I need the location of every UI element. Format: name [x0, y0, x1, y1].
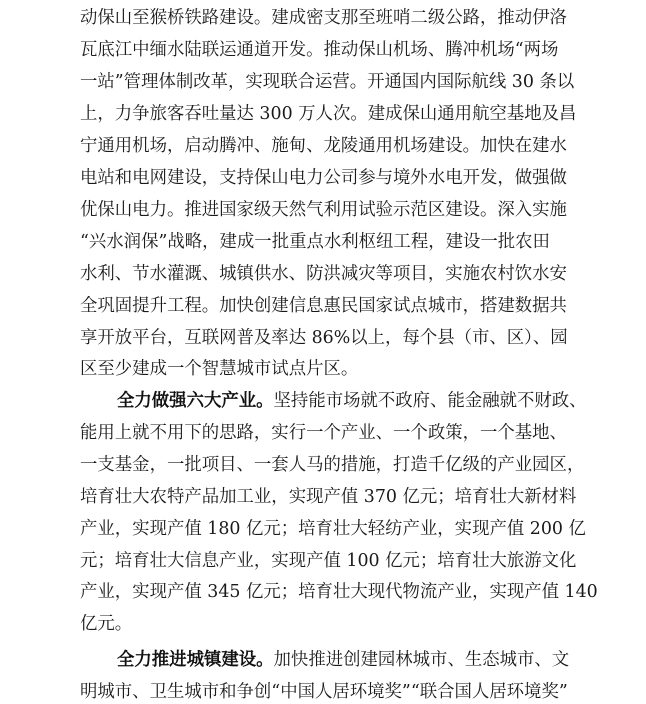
text-line: 上，力争旅客吞吐量达 300 万人次。建成保山通用航空基地及昌: [80, 104, 577, 124]
paragraph-text: 加快推进创建园林城市、生态城市、文: [273, 650, 570, 670]
text-line: 产业，实现产值 180 亿元；培育壮大轻纺产业，实现产值 200 亿: [80, 519, 586, 539]
text-line: 全巩固提升工程。加快创建信息惠民国家试点城市，搭建数据共: [80, 296, 567, 316]
text-line: 水利、节水灌溉、城镇供水、防洪减灾等项目，实施农村饮水安: [80, 264, 567, 284]
text-line: 产业，实现产值 345 亿元；培育壮大现代物流产业，实现产值 140: [80, 582, 598, 602]
text-line: 电站和电网建设，支持保山电力公司参与境外水电开发，做强做: [80, 168, 567, 188]
paragraph-text: 坚持能市场就不政府、能金融就不财政、: [273, 391, 587, 411]
text-line: 亿元。: [80, 614, 133, 634]
text-line: 一站”管理体制改革，实现联合运营。开通国内国际航线 30 条以: [80, 72, 575, 92]
text-line: 区至少建成一个智慧城市试点片区。: [80, 359, 359, 379]
paragraph-heading: 全力推进城镇建设。: [117, 650, 274, 670]
text-line: 瓦底江中缅水陆联运通道开发。推动保山机场、腾冲机场“两场: [80, 40, 559, 60]
text-line: 享开放平台，互联网普及率达 86%以上，每个县（市、区）、园: [80, 328, 568, 348]
text-line: 优保山电力。推进国家级天然气利用试验示范区建设。深入实施: [80, 200, 567, 220]
text-line: 培育壮大农特产品加工业，实现产值 370 亿元；培育壮大新材料: [80, 487, 577, 507]
text-line: “兴水润保”战略，建成一批重点水利枢纽工程，建设一批农田: [80, 232, 550, 252]
text-line: 元；培育壮大信息产业，实现产值 100 亿元；培育壮大旅游文化: [80, 551, 577, 571]
text-line: 明城市、卫生城市和争创“中国人居环境奖”“联合国人居环境奖”: [80, 682, 568, 702]
paragraph-first-line: [117, 389, 587, 413]
text-line: 能用上就不用下的思路，实行一个产业、一个政策，一个基地、: [80, 423, 567, 443]
text-line: 一支基金，一批项目、一套人马的措施，打造千亿级的产业园区，: [80, 455, 585, 475]
paragraph-heading: 全力做强六大产业。: [117, 391, 274, 411]
text-line: 宁通用机场，启动腾冲、施甸、龙陵通用机场建设。加快在建水: [80, 136, 567, 156]
text-line: 动保山至猴桥铁路建设。建成密支那至班哨二级公路，推动伊洛: [80, 8, 567, 28]
paragraph-first-line: [117, 648, 570, 672]
